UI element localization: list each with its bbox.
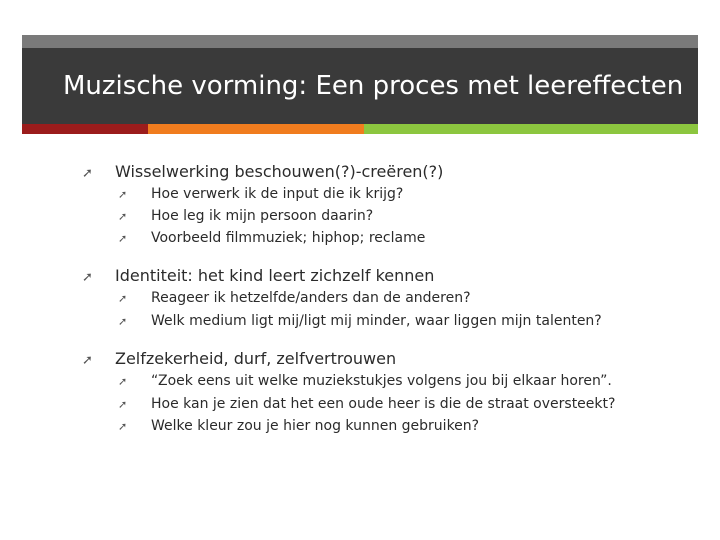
arrow-up-right-icon: ➚ xyxy=(118,188,128,201)
bullet-level2 xyxy=(118,418,479,434)
arrow-up-right-icon: ➚ xyxy=(118,375,128,388)
title-top-strip xyxy=(22,35,698,48)
arrow-up-right-icon: ➚ xyxy=(82,166,93,181)
bullet-text: Hoe kan je zien dat het een oude heer is die de straat oversteekt? xyxy=(151,396,616,412)
bullet-text: Hoe leg ik mijn persoon daarin? xyxy=(151,208,374,224)
accent-bar-green xyxy=(364,124,698,134)
section-heading: Wisselwerking beschouwen(?)-creëren(?) xyxy=(115,162,444,181)
section-heading: Identiteit: het kind leert zichzelf kennen xyxy=(115,266,435,285)
bullet-level1 xyxy=(82,349,396,368)
arrow-up-right-icon: ➚ xyxy=(118,398,128,411)
bullet-level2 xyxy=(118,396,615,412)
bullet-text: Welk medium ligt mij/ligt mij minder, waar liggen mijn talenten? xyxy=(151,313,602,329)
bullet-level2 xyxy=(118,208,373,224)
bullet-text: Hoe verwerk ik de input die ik krijg? xyxy=(151,186,404,202)
bullet-text: “Zoek eens uit welke muziekstukjes volgens jou bij elkaar horen”. xyxy=(151,373,612,389)
bullet-level2 xyxy=(118,313,602,329)
title-bar xyxy=(22,35,698,124)
arrow-up-right-icon: ➚ xyxy=(118,292,128,305)
arrow-up-right-icon: ➚ xyxy=(82,353,93,368)
arrow-up-right-icon: ➚ xyxy=(118,210,128,223)
bullet-level1 xyxy=(82,162,443,181)
arrow-up-right-icon: ➚ xyxy=(118,232,128,245)
bullet-text: Welke kleur zou je hier nog kunnen gebruiken? xyxy=(151,418,480,434)
arrow-up-right-icon: ➚ xyxy=(118,315,128,328)
section-heading: Zelfzekerheid, durf, zelfvertrouwen xyxy=(115,349,397,368)
bullet-level2 xyxy=(118,186,403,202)
arrow-up-right-icon: ➚ xyxy=(118,420,128,433)
accent-bar-orange xyxy=(148,124,364,134)
bullet-level2 xyxy=(118,230,425,246)
slide-title: Muzische vorming: Een proces met leereffecten xyxy=(63,71,684,101)
bullet-level2 xyxy=(118,373,612,389)
arrow-up-right-icon: ➚ xyxy=(82,270,93,285)
accent-bar-red xyxy=(22,124,148,134)
bullet-text: Reageer ik hetzelfde/anders dan de anderen? xyxy=(151,290,471,306)
bullet-text: Voorbeeld filmmuziek; hiphop; reclame xyxy=(151,230,426,246)
bullet-level1 xyxy=(82,266,434,285)
bullet-level2 xyxy=(118,290,471,306)
